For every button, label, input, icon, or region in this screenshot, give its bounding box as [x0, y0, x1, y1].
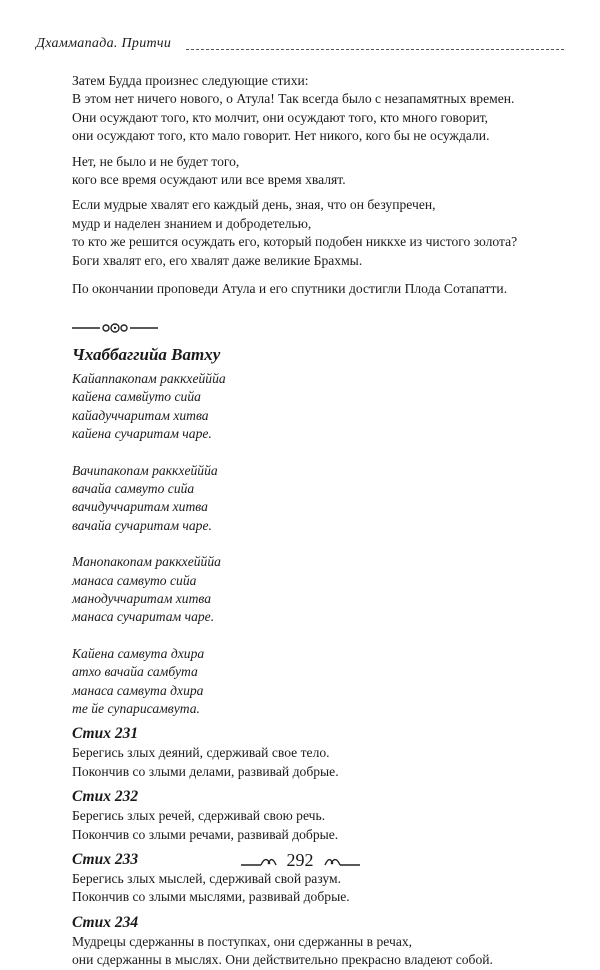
verse-title: Стих 233 — [72, 851, 139, 868]
text-line: мудр и наделен знанием и добродетелью, — [72, 215, 312, 231]
page-number: 292 — [286, 850, 314, 870]
verse-line: они сдержанны в мыслях. Они действительно прекрасно владеют собой. — [72, 952, 493, 968]
verse-line: Покончив со злыми делами, развивай добрые. — [72, 763, 339, 779]
running-head: Дхаммапада. Притчи — [36, 36, 172, 51]
pali-stanza — [72, 370, 572, 444]
pali-line: манаса самвута дхира — [72, 682, 204, 698]
intro-stanza-3 — [72, 196, 572, 270]
verse-234 — [72, 913, 572, 970]
verse-line: Берегись злых речей, сдерживай свою речь. — [72, 808, 326, 824]
verse-line: Берегись злых мыслей, сдерживай свой разум. — [72, 871, 342, 886]
pali-line: вачайа самвуто сийа — [72, 480, 195, 496]
pali-line: вачидуччаритам хитва — [72, 499, 208, 515]
pali-stanza — [72, 462, 572, 536]
intro-closing: По окончании проповеди Атула и его спутники достигли Плода Сотапатти. — [72, 281, 508, 297]
pali-line: кайадуччаритам хитва — [72, 407, 209, 423]
verse-line: Покончив со злыми мыслями, развивай добрые. — [72, 889, 350, 905]
verse-title: Стих 232 — [72, 788, 139, 806]
text-line: В этом нет ничего нового, о Атула! Так всегда было с незапамятных времен. — [72, 91, 515, 107]
page-footer — [0, 850, 600, 871]
pali-text — [72, 370, 572, 719]
text-line: Они осуждают того, кто молчит, они осуждают того, кто много говорит, — [72, 109, 489, 125]
pali-line: вачайа сучаритам чаре. — [72, 517, 212, 533]
pali-line: Вачипакопам раккхейййа — [72, 462, 218, 478]
text-line: то кто же решится осуждать его, который подобен никкхе из чистого золота? — [72, 234, 518, 250]
intro-lead: Затем Будда произнес следующие стихи: — [72, 73, 309, 88]
intro-stanza-2 — [72, 153, 572, 190]
pali-line: те йе супарисамвута. — [72, 700, 200, 716]
verse-line: Покончив со злыми речами, развивай добрые. — [72, 826, 339, 842]
verse-232 — [72, 787, 572, 844]
text-line: Если мудрые хвалят его каждый день, зная, что он безупречен, — [72, 197, 436, 213]
intro-stanza-1 — [72, 90, 572, 145]
section-title: Чхаббаггийа Ватху — [72, 344, 221, 364]
verse-title: Стих 234 — [72, 913, 139, 931]
pali-line: атхо вачайа самбута — [72, 664, 198, 680]
verse-line: Мудрецы сдержанны в поступках, они сдержанны в речах, — [72, 933, 413, 949]
pali-stanza — [72, 553, 572, 627]
section-ornament-icon — [72, 322, 158, 334]
pali-line: Кайаппакопам раккхейййа — [72, 370, 226, 386]
pali-line: Манопакопам раккхейййа — [72, 554, 221, 570]
pali-line: манаса сучаритам чаре. — [72, 609, 215, 625]
pali-line: Кайена самвута дхира — [72, 645, 205, 661]
text-line: кого все время осуждают или все время хвалят. — [72, 172, 346, 188]
pali-line: кайена самвйуто сийа — [72, 389, 201, 405]
pali-line: кайена сучаритам чаре. — [72, 426, 212, 442]
verse-title: Стих 231 — [72, 725, 139, 743]
header-divider — [186, 49, 564, 50]
pali-stanza — [72, 645, 572, 719]
text-line: Нет, не было и не будет того, — [72, 153, 240, 169]
footer-ornament-right-icon — [324, 854, 360, 868]
page-content — [72, 72, 572, 970]
pali-line: манодуччаритам хитва — [72, 590, 212, 606]
verse-231 — [72, 724, 572, 781]
footer-ornament-left-icon — [241, 854, 277, 868]
text-line: они осуждают того, кто мало говорит. Нет никого, кого бы не осуждали. — [72, 128, 490, 144]
verse-line: Берегись злых деяний, сдерживай свое тело. — [72, 745, 330, 761]
text-line: Боги хвалят его, его хвалят даже великие Брахмы. — [72, 252, 363, 268]
pali-line: манаса самвуто сийа — [72, 572, 197, 588]
